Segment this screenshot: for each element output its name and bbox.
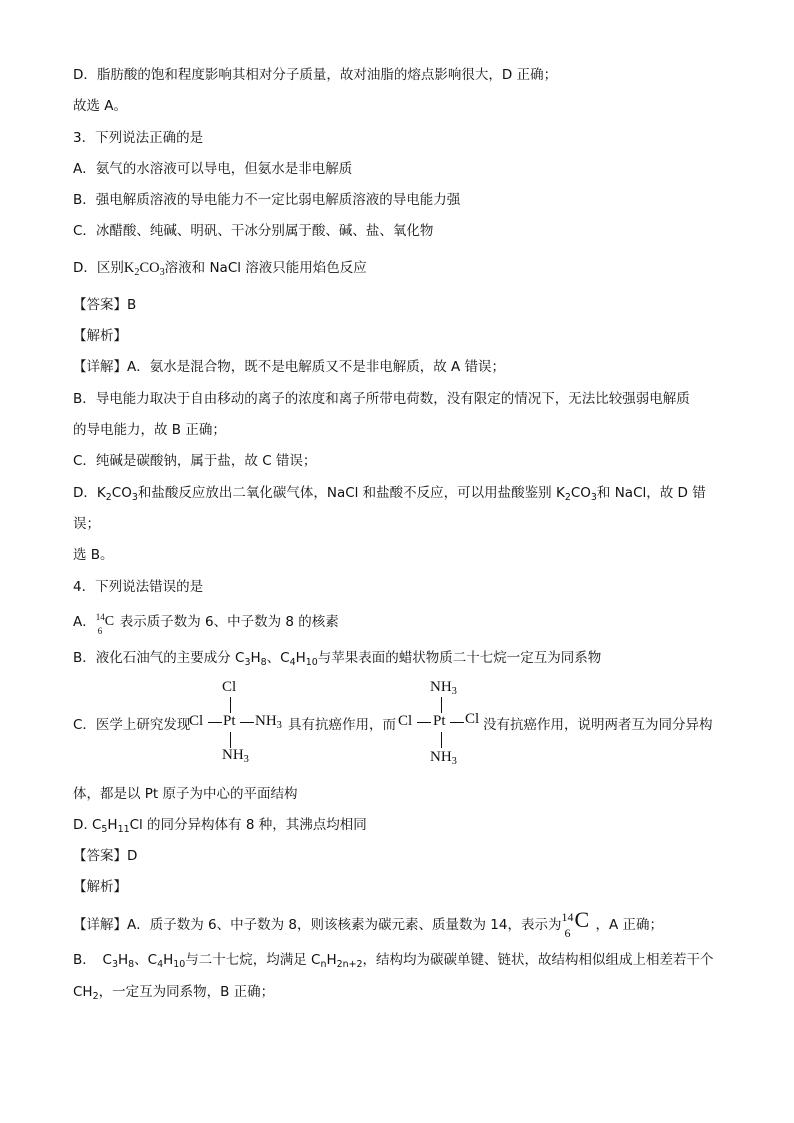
isotope-notation: 14 6 C bbox=[561, 907, 590, 940]
bond bbox=[450, 722, 464, 723]
question-3-title: 3．下列说法正确的是 bbox=[73, 130, 204, 146]
nh3-top: $NH_3$ bbox=[430, 679, 457, 697]
question-4-option-c-cont: 体，都是以 Pt 原子为中心的平面结构 bbox=[73, 786, 298, 802]
analysis-3-label: 【解析】 bbox=[73, 328, 127, 344]
analysis-4-line: B． $C_3H_8$、$C_4H_{10}$与二十七烷，均满足 $C_nH_{2n+2}$，结构均为碳碳单键、链状，故结构相似组成上相差若干个 bbox=[73, 952, 714, 970]
analysis-3-line: B．导电能力取决于自由移动的离子的浓度和离子所带电荷数，没有限定的情况下，无法比较强弱电解质 bbox=[73, 391, 690, 407]
question-4-option-c-post: 没有抗癌作用，说明两者互为同分异构 bbox=[483, 717, 713, 733]
answer-3: 【答案】B bbox=[73, 297, 137, 313]
analysis-3-line: 选 B。 bbox=[73, 547, 114, 563]
bond bbox=[230, 732, 231, 748]
analysis-4-line: $CH_2$，一定互为同系物，B 正确； bbox=[73, 984, 275, 1002]
answer-4: 【答案】D bbox=[73, 848, 138, 864]
text-line: D．脂肪酸的饱和程度影响其相对分子质量，故对油脂的熔点影响很大，D 正确； bbox=[73, 67, 558, 83]
text-line: 故选 A。 bbox=[73, 98, 128, 114]
cl-right: Cl bbox=[465, 711, 480, 727]
analysis-3-line: 误； bbox=[73, 516, 100, 532]
pt-atom: Pt bbox=[433, 713, 446, 729]
analysis-3-line: 【详解】A．氨水是混合物，既不是电解质又不是非电解质，故 A 错误； bbox=[73, 359, 506, 375]
nh3-bottom: $NH_3$ bbox=[430, 749, 457, 767]
bond bbox=[208, 722, 222, 723]
question-4-title: 4．下列说法错误的是 bbox=[73, 579, 204, 595]
analysis-3-line: 的导电能力，故 B 正确； bbox=[73, 422, 226, 438]
question-4-option-b: B．液化石油气的主要成分 $C_3H_8$、$C_4H_{10}$与苹果表面的蜡状物质二十七烷一定互为同系物 bbox=[73, 650, 602, 668]
question-3-option-a: A．氨气的水溶液可以导电，但氨水是非电解质 bbox=[73, 161, 353, 177]
analysis-4-label: 【解析】 bbox=[73, 879, 127, 895]
question-3-option-b: B．强电解质溶液的导电能力不一定比弱电解质溶液的导电能力强 bbox=[73, 192, 461, 208]
nh3-bottom: $NH_3$ bbox=[222, 747, 249, 765]
bond bbox=[417, 722, 431, 723]
bond bbox=[441, 732, 442, 748]
cl-top: Cl bbox=[222, 679, 237, 695]
nh3-right: $NH_3$ bbox=[255, 713, 282, 731]
analysis-3-line: D．$K_2CO_3$和盐酸反应放出二氧化碳气体，NaCl 和盐酸不反应，可以用盐酸鉴别 $K_2CO_3$和 NaCl，故 D 错 bbox=[73, 485, 706, 503]
pt-atom: Pt bbox=[223, 713, 236, 729]
question-4-option-c-mid: 具有抗癌作用，而 bbox=[288, 717, 396, 733]
analysis-3-line: C．纯碱是碳酸钠，属于盐，故 C 错误； bbox=[73, 453, 317, 469]
isotope-notation: 14 6 C bbox=[95, 612, 115, 636]
analysis-4-line: 【详解】A．质子数为 6、中子数为 8，则该核素为碳元素、质量数为 14，表示为 14 6 C ，A 正确； bbox=[73, 907, 663, 940]
question-3-option-d: D．区别$K_2CO_3$溶液和 NaCl 溶液只能用焰色反应 bbox=[73, 260, 367, 278]
question-4-option-c: C．医学上研究发现 bbox=[73, 717, 191, 733]
cl-left: Cl bbox=[398, 713, 413, 729]
question-3-option-c: C．冰醋酸、纯碱、明矾、干冰分别属于酸、碱、盐、氧化物 bbox=[73, 223, 434, 239]
cl-left: Cl bbox=[189, 713, 204, 729]
bond bbox=[240, 722, 254, 723]
question-4-option-a: A． 14 6 C 表示质子数为 6、中子数为 8 的核素 bbox=[73, 612, 339, 636]
bond bbox=[230, 697, 231, 713]
bond bbox=[441, 697, 442, 713]
question-4-option-d: D. $C_5H_{11}Cl$ 的同分异构体有 8 种，其沸点均相同 bbox=[73, 817, 367, 835]
